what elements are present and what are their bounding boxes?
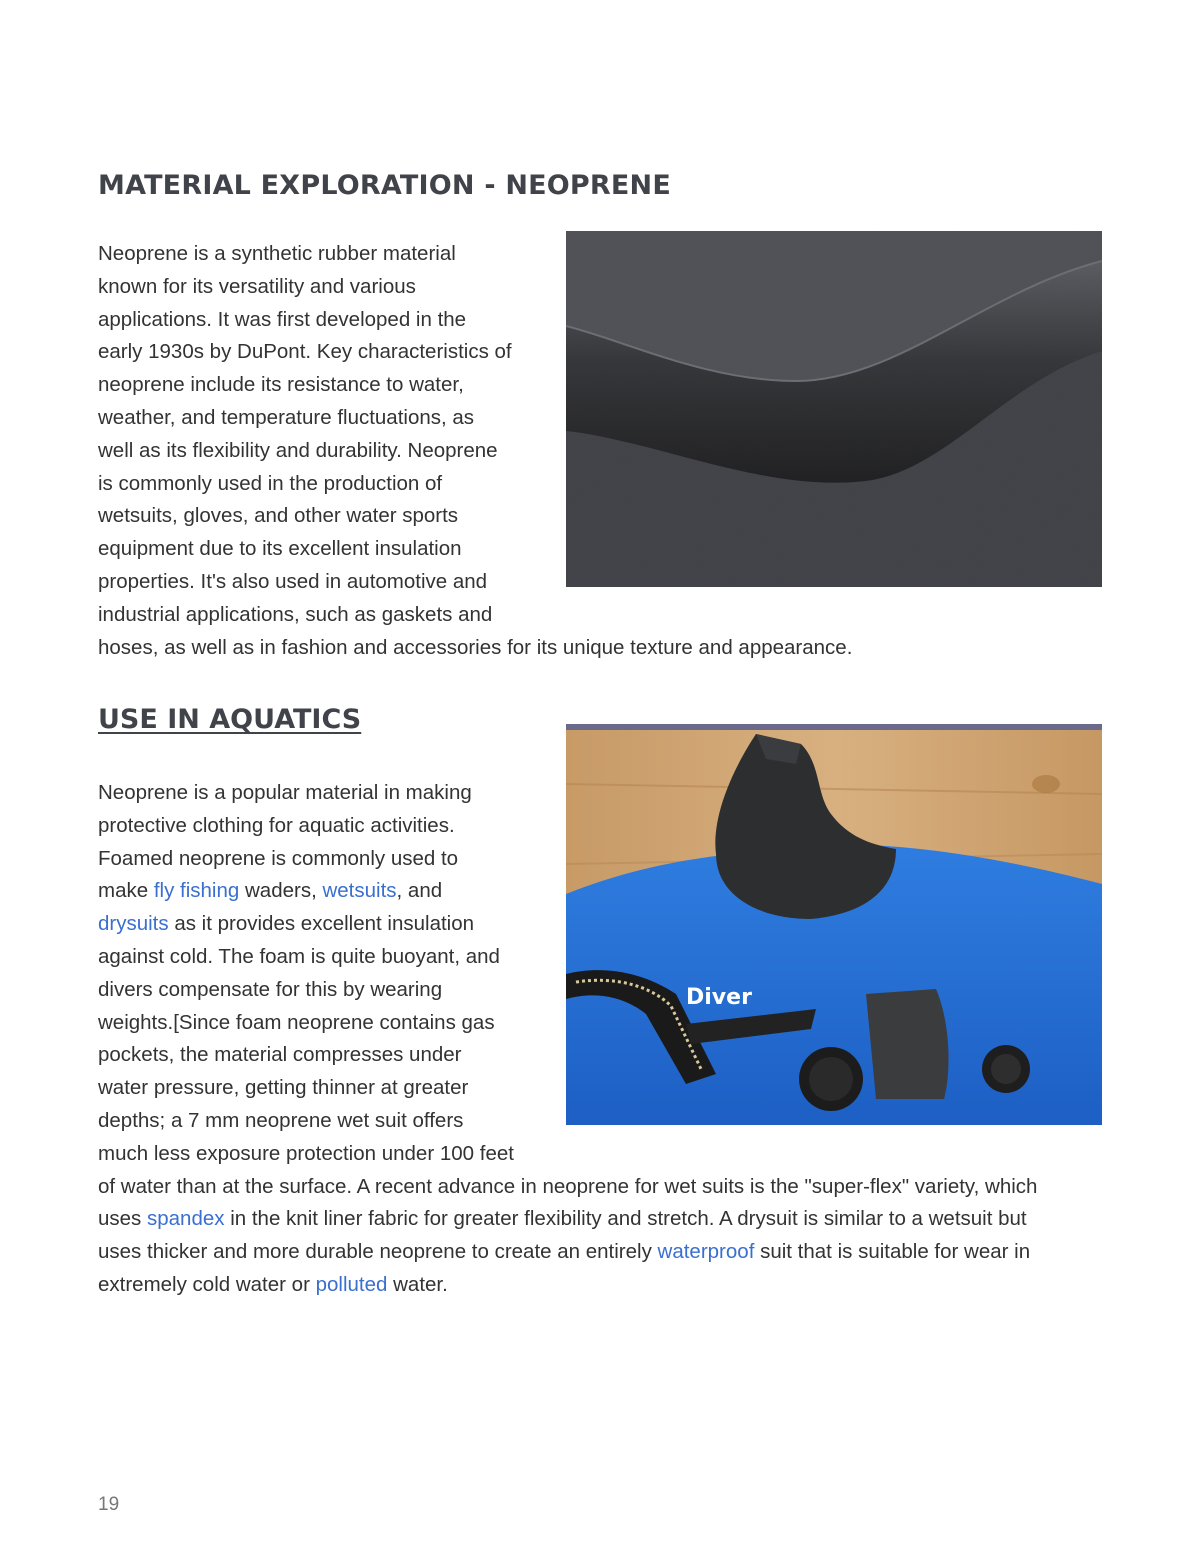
section-heading-neoprene: MATERIAL EXPLORATION - NEOPRENE xyxy=(98,170,671,201)
text-line: well as its flexibility and durability. Neoprene xyxy=(98,438,498,462)
text-run: , and xyxy=(396,879,443,903)
neoprene-fabric-image xyxy=(566,231,1102,587)
text-line: weather, and temperature fluctuations, as xyxy=(98,405,475,429)
text-line: wetsuits, gloves, and other water sports xyxy=(98,504,459,528)
text-line: weights.[Since foam neoprene contains gas xyxy=(98,1010,495,1034)
wetsuits-link[interactable]: wetsuits xyxy=(322,879,397,903)
page-number: 19 xyxy=(98,1494,120,1515)
polluted-link[interactable]: polluted xyxy=(315,1272,388,1296)
text-line: equipment due to its excellent insulation xyxy=(98,537,462,561)
text-run: water. xyxy=(387,1272,448,1296)
text-line: divers compensate for this by wearing xyxy=(98,977,443,1001)
text-line: Foamed neoprene is commonly used to xyxy=(98,846,459,870)
text-line: neoprene include its resistance to water, xyxy=(98,373,464,397)
text-line: Neoprene is a popular material in making xyxy=(98,781,472,804)
text-line: against cold. The foam is quite buoyant, and xyxy=(98,944,500,968)
text-line: applications. It was first developed in the xyxy=(98,307,467,331)
waterproof-link[interactable]: waterproof xyxy=(657,1240,755,1264)
spandex-link[interactable]: spandex xyxy=(147,1207,225,1231)
fly-fishing-link[interactable]: fly fishing xyxy=(153,879,240,903)
text-line: early 1930s by DuPont. Key characteristics of xyxy=(98,340,512,364)
text-line: depths; a 7 mm neoprene wet suit offers xyxy=(98,1108,464,1132)
text-line: properties. It's also used in automotive and xyxy=(98,569,488,593)
text-line: pockets, the material compresses under xyxy=(98,1043,462,1067)
neoprene-fabric-photo-icon xyxy=(566,231,1102,587)
text-run: waders, xyxy=(239,879,323,903)
text-line xyxy=(98,1236,1037,1269)
drysuit-brand-text: Diver xyxy=(686,985,752,1010)
text-line: hoses, as well as in fashion and accessories for its unique texture and appearance. xyxy=(98,635,853,659)
text-run: uses thicker and more durable neoprene to create an entirely xyxy=(98,1240,658,1264)
text-line: of water than at the surface. A recent advance in neoprene for wet suits is the "super-flex" variety, which xyxy=(98,1174,1038,1198)
text-line: known for its versatility and various xyxy=(98,274,416,298)
text-run: suit that is suitable for wear in xyxy=(754,1240,1031,1264)
text-run: make xyxy=(98,879,154,903)
text-line xyxy=(98,875,1037,908)
text-line: water pressure, getting thinner at greater xyxy=(98,1076,469,1100)
text-line: industrial applications, such as gaskets and xyxy=(98,602,493,626)
section-heading-aquatics: USE IN AQUATICS xyxy=(98,704,362,735)
text-line: protective clothing for aquatic activities. xyxy=(98,813,455,837)
text-line xyxy=(98,908,1037,941)
text-line: Neoprene is a synthetic rubber material xyxy=(98,242,456,265)
text-run: uses xyxy=(98,1207,147,1231)
text-line: is commonly used in the production of xyxy=(98,471,443,495)
text-line xyxy=(98,1269,1037,1302)
text-run: in the knit liner fabric for greater flexibility and stretch. A drysuit is similar to a wetsuit but xyxy=(224,1207,1027,1231)
text-line: much less exposure protection under 100 feet xyxy=(98,1141,514,1165)
aquatics-paragraph xyxy=(98,777,1037,1302)
text-line xyxy=(98,1203,1037,1236)
text-run: extremely cold water or xyxy=(98,1272,316,1296)
drysuits-link[interactable]: drysuits xyxy=(98,912,169,936)
text-run: as it provides excellent insulation xyxy=(168,912,475,936)
